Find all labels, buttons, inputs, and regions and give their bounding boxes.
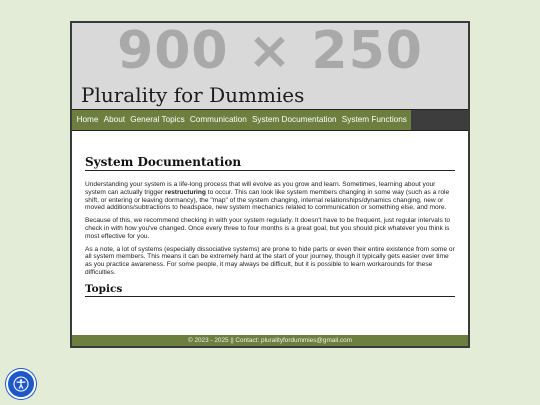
site-title: Plurality for Dummies <box>81 83 305 107</box>
section-title: System Documentation <box>85 155 455 171</box>
main-content <box>72 131 468 297</box>
nav-menu <box>72 110 411 130</box>
topics-heading: Topics <box>85 283 455 297</box>
nav-link-system-documentation[interactable]: System Documentation <box>251 115 337 124</box>
nav-link-communication[interactable]: Communication <box>189 115 247 124</box>
paragraph-intro-part-1: Understanding your system is a life-long process that will evolve as you grow and learn. Sometimes, learning about your system can actually trigger <box>85 181 436 196</box>
paragraph-intro <box>85 181 455 212</box>
banner-placeholder-image: 900 × 250 <box>117 23 423 81</box>
nav-link-home[interactable]: Home <box>76 115 99 124</box>
paragraph-note: As a note, a lot of systems (especially dissociative systems) are prone to hide parts or even their entire existence from some or all system members. This means it can be extremely hard at the start of your journey, though it typically gets easier over time as you practice awareness. For some people, it may always be difficult, but it is possible to learn workarounds for these difficulties. <box>85 245 455 276</box>
header-banner <box>72 23 468 109</box>
nav-link-about[interactable]: About <box>103 115 126 124</box>
nav-link-system-functions[interactable]: System Functions <box>341 115 407 124</box>
paragraph-check-in: Because of this, we recommend checking in with your system regularly. It doesn't have to be frequent, just regular intervals to check in with how you've changed. Once every three to four months is a great goal, but you should pick whatever you think is most effective for you. <box>85 217 451 240</box>
nav-link-general-topics[interactable]: General Topics <box>130 115 185 124</box>
restructuring-term: restructuring <box>164 188 206 196</box>
footer: © 2023 - 2025 || Contact: pluralityfordummies@gmail.com <box>72 335 468 346</box>
page-container <box>70 21 470 348</box>
paragraph-intro-part-2: to occur. This can look like system members changing in some way (such as a role shift, or entering or leaving dormancy), the "map" of the system changing, internal relationships/dynamics changing, new or moved additions/subtractions to headspace, new system mechanics related to communication or something else, and more. <box>85 188 450 212</box>
accessibility-button[interactable] <box>6 369 36 399</box>
accessibility-icon <box>13 376 29 392</box>
nav-bar <box>72 109 468 131</box>
